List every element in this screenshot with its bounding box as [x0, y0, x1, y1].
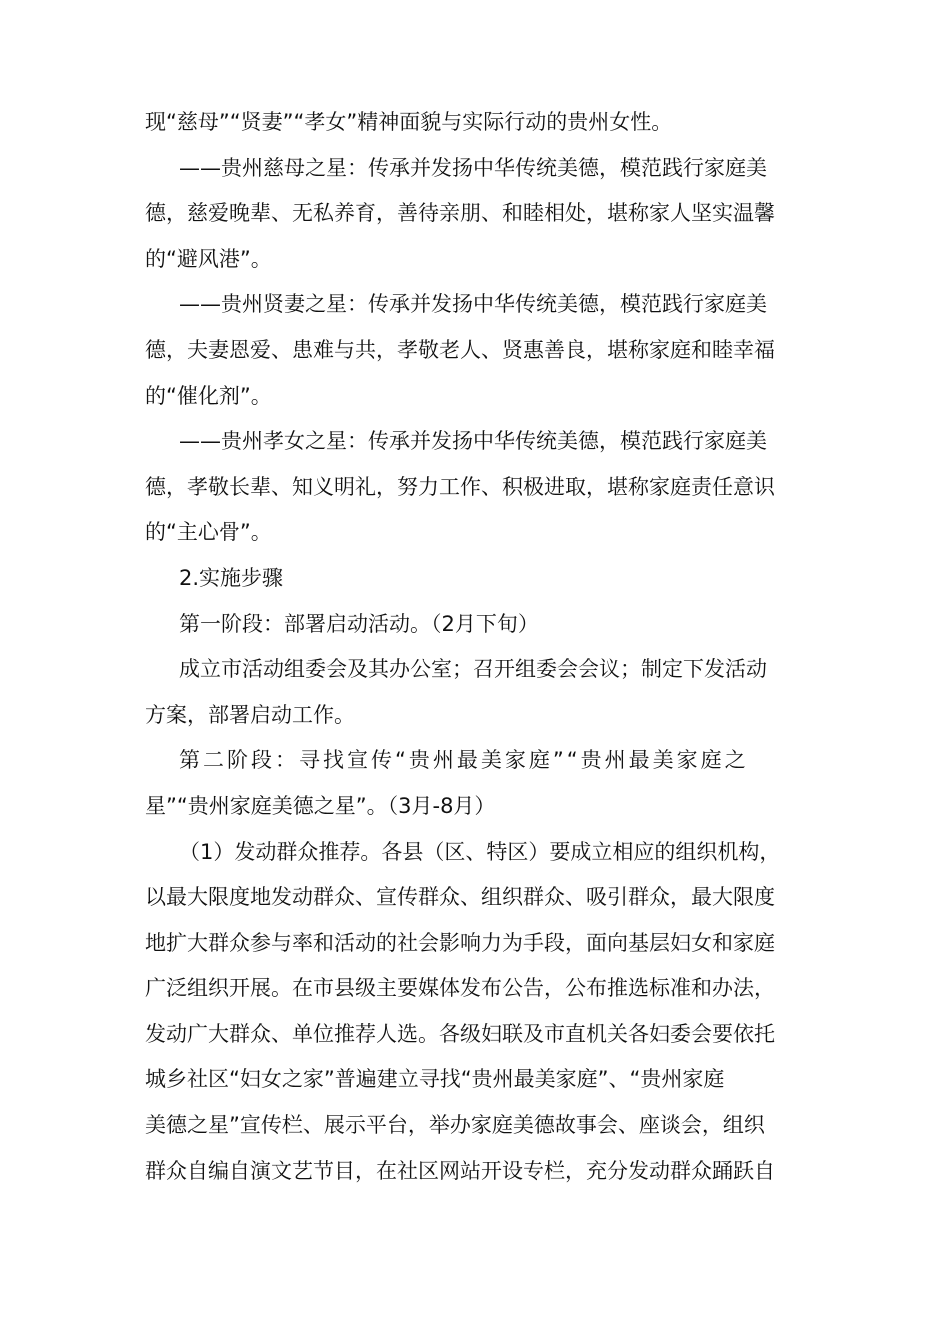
text-line: 方案，部署启动工作。: [145, 702, 355, 727]
text-line: 以最大限度地发动群众、宣传群众、组织群众、吸引群众，最大限度: [145, 885, 775, 910]
text-line: 的“主心骨”。: [145, 520, 272, 545]
text-line: 发动广大群众、单位推荐人选。各级妇联及市直机关各妇委会要依托: [145, 1021, 775, 1046]
text-line: 德，夫妻恩爱、患难与共，孝敬老人、贤惠善良，堪称家庭和睦幸福: [145, 337, 775, 362]
text-line: 美德之星”宣传栏、展示平台，举办家庭美德故事会、座谈会，组织: [145, 1113, 765, 1138]
section-heading: 2.实施步骤: [179, 565, 284, 590]
text-line: 广泛组织开展。在市县级主要媒体发布公告，公布推选标准和办法，: [145, 976, 775, 1001]
text-line: （1）发动群众推荐。各县（区、特区）要成立相应的组织机构，: [179, 839, 781, 864]
text-line: 德，孝敬长辈、知义明礼，努力工作、积极进取，堪称家庭责任意识: [145, 474, 775, 499]
text-line: 第一阶段：部署启动活动。（2月下旬）: [179, 611, 539, 636]
document-body: [145, 100, 817, 1194]
text-line: 现“慈母”“贤妻”“孝女”精神面貌与实际行动的贵州女性。: [145, 110, 673, 134]
text-line: 群众自编自演文艺节目，在社区网站开设专栏，充分发动群众踊跃自: [145, 1158, 775, 1183]
text-line: ——贵州贤妻之星：传承并发扬中华传统美德，模范践行家庭美: [179, 292, 767, 317]
text-line: 的“避风港”。: [145, 246, 272, 271]
text-line: ——贵州孝女之星：传承并发扬中华传统美德，模范践行家庭美: [179, 429, 767, 454]
text-line: 城乡社区“妇女之家”普遍建立寻找“贵州最美家庭”、“贵州家庭: [145, 1067, 725, 1092]
text-line: 星”“贵州家庭美德之星”。（3月-8月）: [145, 793, 496, 818]
text-line: 德，慈爱晚辈、无私养育，善待亲朋、和睦相处，堪称家人坚实温馨: [145, 201, 775, 226]
text-line: 第二阶段：寻找宣传“贵州最美家庭”“贵州最美家庭之: [179, 748, 749, 773]
text-line: 地扩大群众参与率和活动的社会影响力为手段，面向基层妇女和家庭: [145, 930, 775, 955]
text-line: 成立市活动组委会及其办公室；召开组委会会议；制定下发活动: [179, 657, 767, 682]
text-line: ——贵州慈母之星：传承并发扬中华传统美德，模范践行家庭美: [179, 155, 767, 180]
text-line: 的“催化剂”。: [145, 383, 272, 408]
